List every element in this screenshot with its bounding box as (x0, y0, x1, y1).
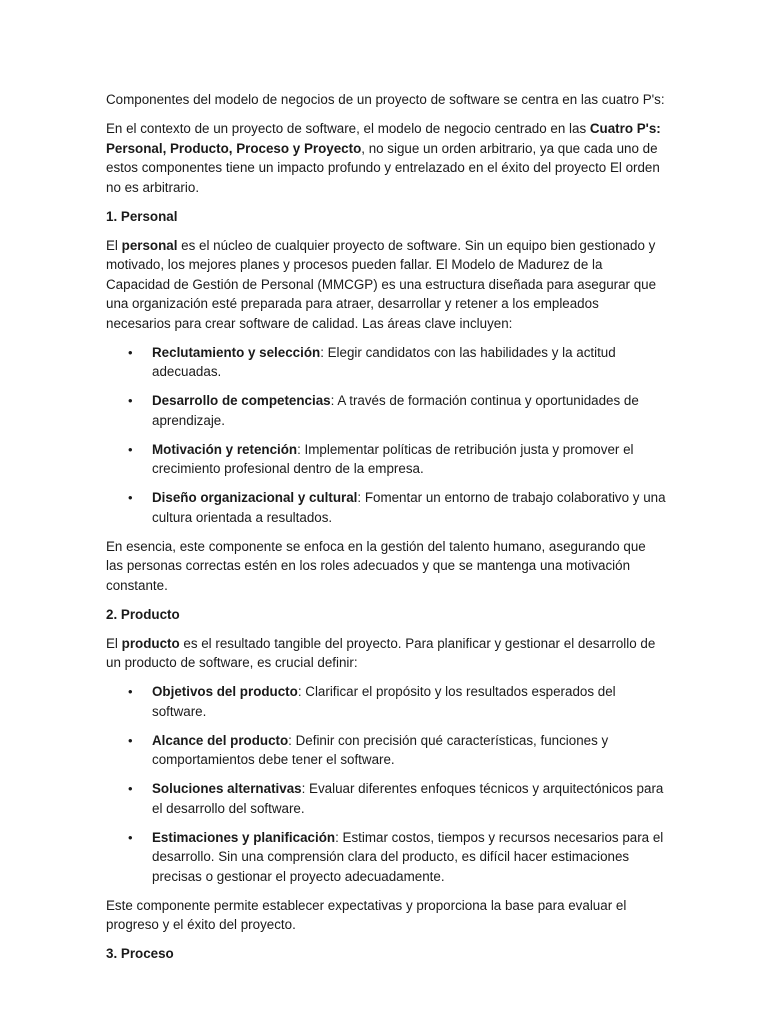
list-item-text: : Evaluar diferentes enfoques técnicos y arquitectónicos para el desarrollo del software. (152, 781, 664, 816)
bullet-icon: • (128, 781, 133, 796)
bullet-icon: • (128, 829, 133, 845)
list-item-term: Desarrollo de competencias (152, 393, 331, 408)
personal-list (106, 343, 666, 528)
list-item-text: : Clarificar el propósito y los resultados esperados del software. (152, 684, 616, 719)
list-item-term: Estimaciones y planificación (152, 829, 336, 845)
list-item-term: Soluciones alternativas (152, 781, 302, 796)
bullet-icon: • (128, 344, 133, 360)
list-item-text: : Estimar costos, tiempos y recursos necesarios para el desarrollo. Sin una comprensión clara del producto, es difícil hacer estimaciones precisas o gestionar el proyecto adecuadamente. (152, 829, 664, 884)
section-heading-proceso: 3. Proceso (106, 946, 174, 961)
list-item-text: : Elegir candidatos con las habilidades y la actitud adecuadas. (152, 344, 616, 379)
list-item (106, 488, 666, 527)
list-item-term: Diseño organizacional y cultural (152, 490, 358, 505)
list-item-term: Alcance del producto (152, 732, 289, 748)
bullet-icon: • (128, 732, 133, 748)
bullet-icon: • (128, 490, 133, 505)
section-heading-personal: 1. Personal (106, 208, 178, 224)
list-item (106, 682, 666, 721)
producto-paragraph (106, 634, 666, 673)
intro-paragraph (106, 119, 666, 197)
list-item-term: Reclutamiento y selección (152, 344, 321, 360)
personal-paragraph (106, 236, 666, 334)
producto-closing: Este componente permite establecer expectativas y proporciona la base para evaluar el progreso y el éxito del proyecto. (106, 897, 627, 932)
section-heading-producto: 2. Producto (106, 606, 180, 622)
list-item-text: : Implementar políticas de retribución justa y promover el crecimiento profesional dentro de la empresa. (152, 441, 634, 476)
personal-text-after: es el núcleo de cualquier proyecto de software. Sin un equipo bien gestionado y motivado, los mejores planes y procesos pueden fallar. El Modelo de Madurez de la Capacidad de Gestión de Personal (MMCGP) es una estructura diseñada para asegurar que una organización esté preparada para atraer, desarrollar y retener a los empleados necesarios para crear software de calidad. Las áreas clave incluyen: (106, 237, 657, 331)
intro-line: Componentes del modelo de negocios de un proyecto de software se centra en las cuatro P's: (106, 92, 665, 107)
intro-bold-text: Cuatro P's: Personal, Producto, Proceso y Proyecto (106, 121, 661, 156)
document-page (106, 90, 666, 973)
producto-list (106, 682, 666, 886)
list-item (106, 391, 666, 430)
list-item (106, 731, 666, 770)
personal-bold-text: personal (121, 237, 178, 253)
list-item-text: : Definir con precisión qué características, funciones y comportamientos debe tener el software. (152, 732, 609, 767)
list-item-term: Motivación y retención (152, 441, 298, 457)
bullet-icon: • (128, 684, 133, 699)
list-item-text: : Fomentar un entorno de trabajo colaborativo y una cultura orientada a resultados. (152, 490, 666, 525)
bullet-icon: • (128, 393, 133, 408)
personal-text-before: El (106, 237, 122, 253)
list-item-term: Objetivos del producto (152, 684, 298, 699)
producto-text-before: El (106, 635, 122, 651)
list-item-text: : A través de formación continua y oportunidades de aprendizaje. (152, 393, 639, 428)
list-item (106, 440, 666, 479)
list-item (106, 828, 666, 887)
producto-text-after: es el resultado tangible del proyecto. Para planificar y gestionar el desarrollo de un producto de software, es crucial definir: (106, 635, 656, 670)
list-item (106, 343, 666, 382)
intro-text-before: En el contexto de un proyecto de software, el modelo de negocio centrado en las (106, 121, 590, 136)
personal-closing: En esencia, este componente se enfoca en la gestión del talento humano, asegurando que las personas correctas estén en los roles adecuados y que se mantenga una motivación constante. (106, 538, 646, 593)
producto-bold-text: producto (121, 635, 180, 651)
list-item (106, 779, 666, 818)
bullet-icon: • (128, 441, 133, 457)
intro-text-after: , no sigue un orden arbitrario, ya que cada uno de estos componentes tiene un impacto profundo y entrelazado en el éxito del proyecto El orden no es arbitrario. (106, 140, 660, 195)
